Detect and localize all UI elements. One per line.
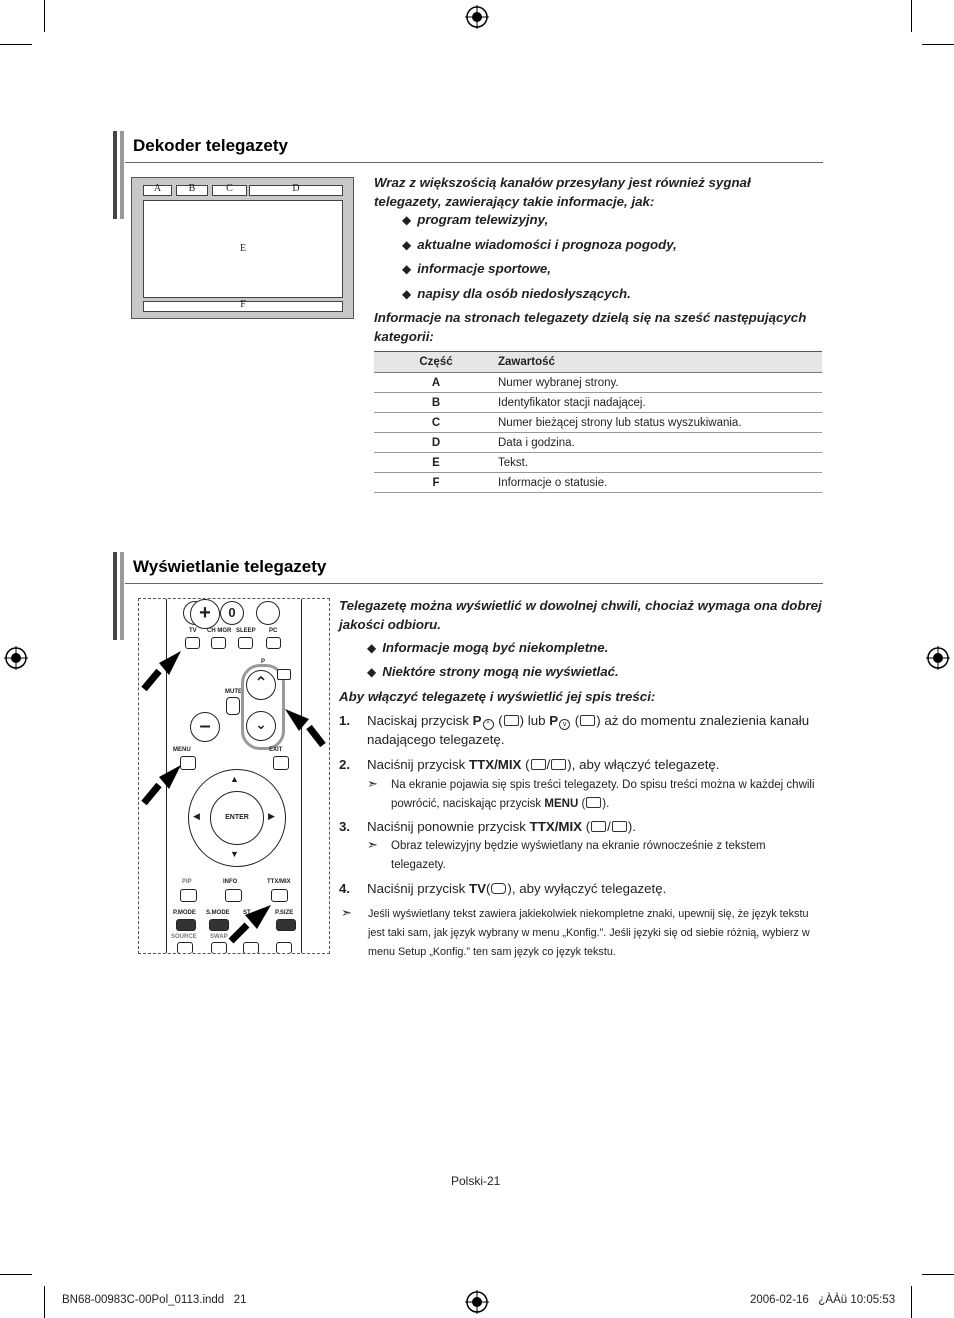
section-bar <box>120 131 124 219</box>
ttx-button <box>277 669 291 680</box>
list-item: ◆ Informacje mogą być niekompletne. <box>367 638 817 662</box>
diamond-bullet-icon: ◆ <box>367 641 377 655</box>
nav-up-icon: ▲ <box>230 774 239 784</box>
table-header-row <box>374 352 822 373</box>
diagram-area-e: E <box>143 200 343 298</box>
section-bar <box>113 552 117 640</box>
diamond-bullet-icon: ◆ <box>402 213 412 227</box>
step-3: 3. Naciśnij ponownie przycisk TTX/MIX ( / ). <box>339 819 636 834</box>
teletext-page-icon <box>580 715 595 726</box>
nav-left-icon: ◀ <box>193 811 200 821</box>
menu-icon <box>586 797 601 808</box>
crop-mark <box>911 0 912 32</box>
pip-button <box>180 889 197 902</box>
pointer-arrow-icon <box>279 703 329 751</box>
crop-mark <box>44 0 45 32</box>
ttxmix-label: TTX/MIX <box>267 879 291 885</box>
pc-button <box>266 637 281 649</box>
section1-intro: Wraz z większością kanałów przesyłany jest również sygnał telegazety, zawierający takie informacje, jak: <box>374 175 751 209</box>
mute-label: MUTE <box>225 689 242 695</box>
categories-table <box>374 351 822 493</box>
table-row: E Tekst. <box>374 453 822 473</box>
diagram-area-d: D <box>249 185 343 196</box>
tv-icon <box>491 883 506 894</box>
enter-button: ENTER <box>210 791 264 845</box>
file-info: BN68-00983C-00Pol_0113.indd 21 <box>62 1294 247 1306</box>
registration-mark-icon <box>925 645 951 671</box>
ch-up-small-button <box>276 942 292 954</box>
sleep-button <box>238 637 253 649</box>
table-row: D Data i godzina. <box>374 433 822 453</box>
pmode-button <box>176 919 196 931</box>
sleep-label: SLEEP <box>236 628 256 634</box>
pip-label: PIP <box>182 879 192 885</box>
diagram-area-a: A <box>143 185 172 196</box>
chmgr-label: CH MGR <box>207 628 232 634</box>
crop-mark <box>922 1274 954 1275</box>
volume-up-button: + <box>190 599 220 629</box>
how-to-heading: Aby włączyć telegazetę i wyświetlić jej spis treści: <box>339 689 656 704</box>
list-item: ◆ napisy dla osób niedosłyszących. <box>402 284 822 309</box>
section-title: Wyświetlanie telegazety <box>133 557 327 576</box>
crop-mark <box>0 1274 32 1275</box>
section-rule <box>125 583 823 584</box>
crop-mark <box>922 44 954 45</box>
volume-down-button: – <box>190 712 220 742</box>
chmgr-button <box>211 637 226 649</box>
diagram-area-f: F <box>143 301 343 312</box>
page-number: Polski-21 <box>451 1174 501 1188</box>
channel-up-icon: ^ <box>483 719 494 730</box>
column-header-content: Zawartość <box>498 352 822 373</box>
remote-control-illustration <box>138 598 330 954</box>
p-label: P <box>261 659 266 665</box>
diagram-area-b: B <box>176 185 208 196</box>
final-note: ➣ Jeśli wyświetlany tekst zawiera jakiekolwiek niekompletne znaki, upewnij się, że język tekstu jest taki sam, jak język wybrany w menu „Konfig.”. Jeśli języki się od siebie różnią, wybierz w menu Setup „Konfig.” ten sam język co język tekstu. <box>341 905 810 958</box>
registration-mark-icon <box>464 4 490 30</box>
column-header-part: Część <box>374 352 498 373</box>
note-2: ➣ Na ekranie pojawia się spis treści telegazety. Do spisu treści można w każdej chwili powrócić, naciskając przycisk MENU ( ). <box>367 776 815 810</box>
teletext-screen-diagram <box>131 177 354 319</box>
still-label: ST <box>243 910 251 916</box>
mute-button <box>226 697 240 715</box>
channel-up-button: ⌃ <box>246 670 276 700</box>
channel-down-button: ⌄ <box>246 711 276 741</box>
teletext-icon <box>531 759 546 770</box>
categories-intro: Informacje na stronach telegazety dzielą się na sześć następujących kategorii: <box>374 310 807 344</box>
menu-label: MENU <box>173 747 191 753</box>
note-arrow-icon: ➣ <box>367 776 378 791</box>
channel-down-icon: v <box>559 719 570 730</box>
list-item: ◆ aktualne wiadomości i prognoza pogody, <box>402 235 822 260</box>
teletext-icon <box>591 821 606 832</box>
print-date: 2006-02-16 ¿ÀÀü 10:05:53 <box>750 1294 896 1306</box>
table-row: C Numer bieżącej strony lub status wyszukiwania. <box>374 413 822 433</box>
diamond-bullet-icon: ◆ <box>402 262 412 276</box>
list-item: ◆ Niektóre strony mogą nie wyświetlać. <box>367 662 817 686</box>
section-rule <box>125 162 823 163</box>
swap-label: SWAP <box>210 934 228 940</box>
list-item: ◆ program telewizyjny, <box>402 210 822 235</box>
step-4: 4. Naciśnij przycisk TV( ), aby wyłączyć telegazetę. <box>339 881 667 896</box>
crop-mark <box>44 1286 45 1318</box>
section-bar <box>120 552 124 640</box>
registration-mark-icon <box>3 645 29 671</box>
exit-label: EXIT <box>269 747 283 753</box>
table-row: F Informacje o statusie. <box>374 473 822 493</box>
mix-icon <box>551 759 566 770</box>
diamond-bullet-icon: ◆ <box>402 237 412 252</box>
bullet-list <box>402 210 822 308</box>
section-bar <box>113 131 117 219</box>
diagram-area-c: C <box>212 185 247 196</box>
note-arrow-icon: ➣ <box>341 905 352 920</box>
step-1: 1. Naciskaj przycisk P ^ ( ) lub P v ( ) aż do momentu znalezienia kanału nadającego telegazetę. <box>339 713 810 747</box>
pointer-arrow-icon <box>139 759 189 809</box>
section-title: Dekoder telegazety <box>133 136 288 155</box>
diamond-bullet-icon: ◆ <box>367 665 377 679</box>
note-3: ➣ Obraz telewizyjny będzie wyświetlany na ekranie równocześnie z tekstem telegazety. <box>367 837 766 871</box>
tv-label: TV <box>189 628 197 634</box>
list-item: ◆ informacje sportowe, <box>402 259 822 284</box>
table-row: B Identyfikator stacji nadającej. <box>374 393 822 413</box>
info-label: INFO <box>223 879 238 885</box>
pointer-arrow-icon <box>225 899 275 947</box>
crop-mark <box>911 1286 912 1318</box>
note-arrow-icon: ➣ <box>367 837 378 852</box>
nav-down-icon: ▼ <box>230 849 239 859</box>
smode-label: S.MODE <box>206 910 230 916</box>
psize-label: P.SIZE <box>275 910 294 916</box>
teletext-page-icon <box>504 715 519 726</box>
exit-button <box>273 756 289 770</box>
crop-mark <box>0 44 32 45</box>
source-label: SOURCE <box>171 934 197 940</box>
diamond-bullet-icon: ◆ <box>402 286 412 301</box>
mix-icon <box>612 821 627 832</box>
pre-ch-button <box>256 601 280 625</box>
pmode-label: P.MODE <box>173 910 196 916</box>
registration-mark-icon <box>464 1289 490 1315</box>
pc-label: PC <box>269 628 278 634</box>
section2-intro: Telegazetę można wyświetlić w dowolnej chwili, chociaż wymaga ona dobrej jakości odbioru. <box>339 598 822 632</box>
table-row: A Numer wybranej strony. <box>374 373 822 393</box>
zero-button: 0 <box>220 601 244 625</box>
bullet-list <box>367 638 817 686</box>
psize-button <box>276 919 296 931</box>
step-2: 2. Naciśnij przycisk TTX/MIX ( / ), aby włączyć telegazetę. <box>339 757 720 772</box>
nav-right-icon: ▶ <box>268 811 275 821</box>
source-button <box>177 942 193 954</box>
pointer-arrow-icon <box>139 647 189 695</box>
